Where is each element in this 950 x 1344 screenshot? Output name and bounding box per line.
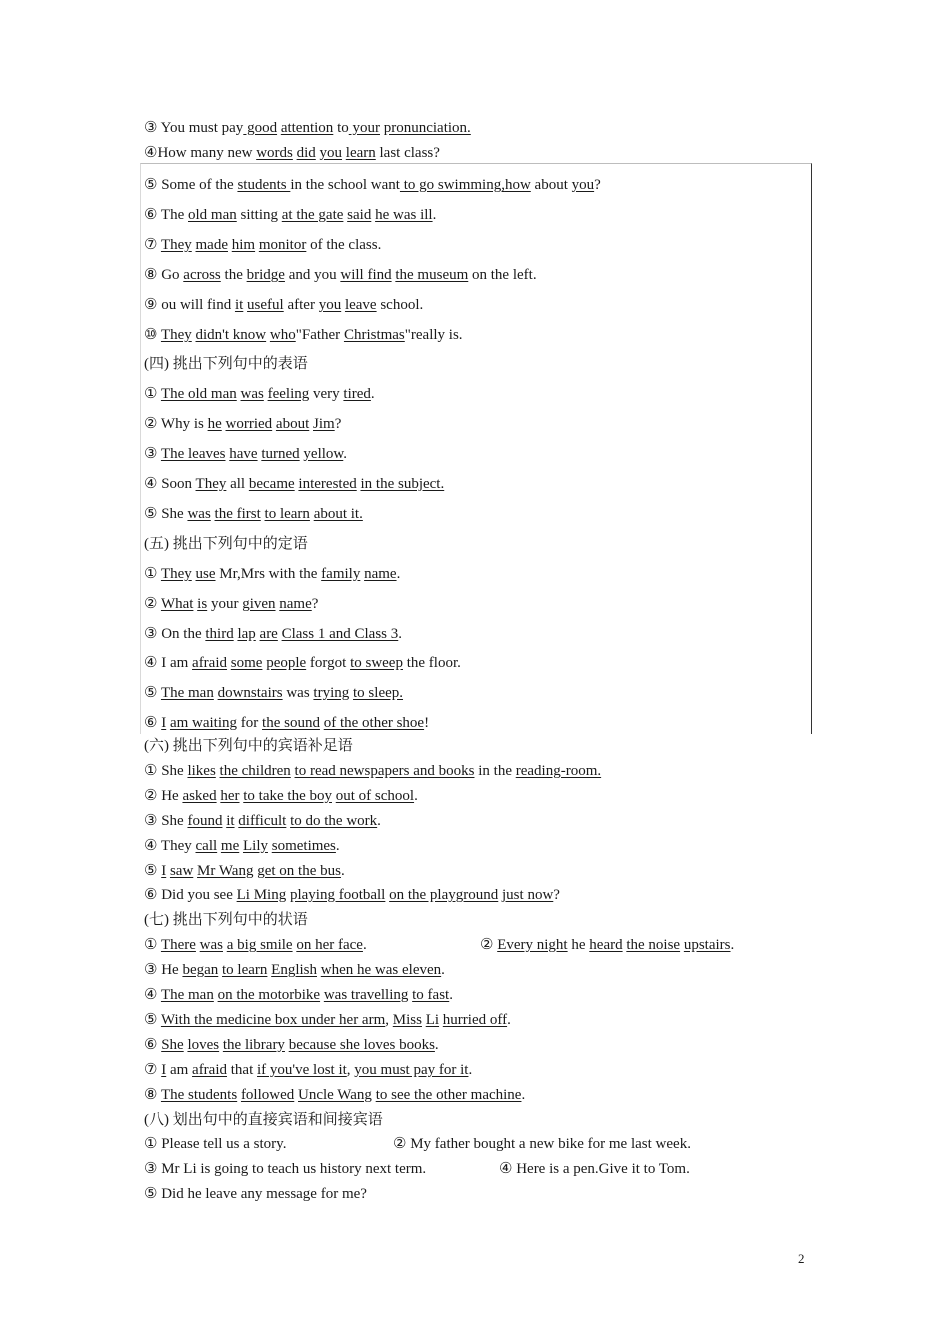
underlined-segment: who [269,327,296,343]
underlined-segment: Jim [313,416,335,432]
underlined-segment: playing football [289,887,386,903]
underlined-segment: the museum [395,267,469,283]
underlined-segment: just now [502,887,554,903]
underlined-segment: loves [187,1037,220,1053]
lines_bottom-line-1 [144,762,601,780]
text-segment: ⑨ ou will find [144,297,235,313]
underlined-segment: useful [247,297,284,313]
underlined-segment: the children [219,763,291,779]
underlined-segment: he was ill [375,207,433,223]
underlined-segment: when he was eleven [320,962,442,978]
underlined-segment: he [207,416,222,432]
text-segment: in the school want [290,177,400,193]
text-segment: (八) 划出句中的直接宾语和间接宾语 [144,1112,383,1128]
underlined-segment: a big smile [226,937,293,953]
underlined-segment: interested [298,476,357,492]
text-segment: for [237,715,263,731]
text-segment: ④ They [144,838,196,854]
text-segment: ⑤ Did he leave any message for me? [144,1186,367,1202]
text-segment: ⑤ [144,863,162,879]
text-segment: . [343,446,348,462]
underlined-segment: are [259,626,278,642]
text-segment: , [346,1062,355,1078]
underlined-segment: Mr Wang [197,863,254,879]
lines_box-line-15 [144,625,402,643]
text-segment: ⑧ Go [144,267,184,283]
text-segment: "Father [295,327,344,343]
underlined-segment: will find [340,267,392,283]
underlined-segment: the first [214,506,261,522]
lines_bottom-line-17-right [499,1160,690,1178]
text-segment: ② [480,937,498,953]
text-segment: ① [144,937,161,953]
underlined-segment: am waiting [169,715,238,731]
underlined-segment: pronunciation. [383,120,471,136]
text-segment: and you [284,267,341,283]
underlined-segment: was [199,937,223,953]
underlined-segment: There [160,937,196,953]
underlined-segment: monitor [258,237,307,253]
underlined-segment: I [161,1062,167,1078]
text-segment: ② He [144,788,183,804]
lines_bottom-line-0 [144,737,353,755]
underlined-segment: to go swimming, [399,177,505,193]
underlined-segment: to sleep. [353,685,404,701]
underlined-segment: Li Ming [236,887,287,903]
underlined-segment: began [182,962,219,978]
text-segment: . [377,813,381,829]
underlined-segment: on the motorbike [217,987,321,1003]
underlined-segment: your [348,120,380,136]
underlined-segment: people [266,655,307,671]
underlined-segment: if you've lost it [257,1062,347,1078]
lines_bottom-line-18 [144,1185,367,1203]
lines_box-line-11 [144,505,363,523]
underlined-segment: With the medicine box under her arm [160,1012,386,1028]
text-segment: . [362,937,367,953]
underlined-segment: I [161,863,167,879]
underlined-segment: The man [160,987,214,1003]
lines_box-line-14 [144,595,318,613]
text-segment: forgot [306,655,351,671]
lines_box-line-17 [144,684,403,702]
underlined-segment: They [160,327,192,343]
text-segment: ⑧ [144,1087,161,1103]
underlined-segment: Uncle Wang [298,1087,372,1103]
underlined-segment: old man [188,207,237,223]
underlined-segment: tired [343,386,371,402]
underlined-segment: me [220,838,240,854]
text-segment: . [441,962,445,978]
lines_bottom-line-8 [144,936,367,954]
text-segment: ③ On the [144,626,206,642]
underlined-segment: Class 1 and Class 3 [281,626,399,642]
underlined-segment: because she loves books [288,1037,435,1053]
lines_bottom-line-5 [144,862,345,880]
lines_box-line-1 [144,206,436,224]
underlined-segment: followed [240,1087,295,1103]
underlined-segment: about [275,416,310,432]
text-segment: ⑥ Did you see [144,887,237,903]
underlined-segment: asked [182,788,217,804]
lines_box-line-10 [144,475,444,493]
text-segment: ② [144,596,161,612]
lines_bottom-line-2 [144,787,418,805]
text-segment: (五) 挑出下列句中的定语 [144,536,308,552]
underlined-segment: her [220,788,240,804]
underlined-segment: was [240,386,264,402]
text-segment: . [507,1012,511,1028]
underlined-segment: yellow [303,446,344,462]
underlined-segment: The leaves [160,446,226,462]
text-segment: ④ I am [144,655,193,671]
underlined-segment: call [195,838,218,854]
text-segment: your [207,596,243,612]
underlined-segment: heard [589,937,623,953]
text-segment: ① She [144,763,188,779]
underlined-segment: afraid [192,1062,228,1078]
underlined-segment: is [197,596,208,612]
underlined-segment: Miss [392,1012,422,1028]
text-segment: (四) 挑出下列句中的表语 [144,356,308,372]
text-segment: on the left. [468,267,537,283]
underlined-segment: on the playground [389,887,499,903]
text-segment: ② My father bought a new bike for me last week. [393,1136,691,1152]
text-segment: in the [474,763,516,779]
lines_bottom-line-13 [144,1061,472,1079]
lines_box-line-2 [144,236,381,254]
text-segment: . [730,937,735,953]
underlined-segment: to read newspapers and books [294,763,475,779]
underlined-segment: to learn [264,506,310,522]
underlined-segment: I [161,715,167,731]
lines_box-line-6 [144,355,308,373]
underlined-segment: They [195,476,227,492]
text-segment: of the class. [306,237,382,253]
text-segment: school. [376,297,424,313]
underlined-segment: What [160,596,194,612]
text-segment: ② Why is [144,416,208,432]
lines_bottom-line-3 [144,812,381,830]
text-segment: ⑤ [144,685,161,701]
underlined-segment: out of school [335,788,415,804]
lines_box-line-12 [144,535,308,553]
lines_bottom-line-14 [144,1086,525,1104]
underlined-segment: They [160,566,192,582]
lines_bottom-line-16-right [393,1135,691,1153]
underlined-segment: difficult [238,813,287,829]
underlined-segment: The man [160,685,214,701]
underlined-segment: you [571,177,595,193]
underlined-segment: trying [313,685,350,701]
lines_box-line-18 [144,714,429,732]
underlined-segment: students [237,177,291,193]
underlined-segment: likes [187,763,216,779]
underlined-segment: Christmas [343,327,405,343]
underlined-segment: on her face [296,937,363,953]
underlined-segment: lap [237,626,256,642]
page-number: 2 [798,1251,805,1266]
text-segment: ③ You must pay [144,120,244,136]
underlined-segment: to see the other machine [375,1087,522,1103]
lines_box-line-5 [144,326,463,344]
text-segment: ① [144,566,161,582]
underlined-segment: about it. [313,506,363,522]
underlined-segment: in the subject. [360,476,445,492]
underlined-segment: upstairs [683,937,731,953]
text-segment: ④How many new [144,145,257,161]
text-segment: ① [144,386,161,402]
text-segment: the floor. [402,655,461,671]
text-segment: Mr,Mrs with the [215,566,322,582]
underlined-segment: good [243,120,278,136]
underlined-segment: learn [345,145,376,161]
underlined-segment: to take the boy [243,788,332,804]
lines_box-line-16 [144,654,461,672]
underlined-segment: the library [222,1037,285,1053]
lines_bottom-line-9 [144,961,445,979]
lines_box-line-3 [144,266,537,284]
lines_bottom-line-6 [144,886,560,904]
underlined-segment: how [504,177,531,193]
underlined-segment: get on the bus [257,863,341,879]
lines_box-line-9 [144,445,347,463]
underlined-segment: attention [280,120,334,136]
text-segment: ④ Soon [144,476,196,492]
underlined-segment: to fast [412,987,450,1003]
underlined-segment: saw [169,863,194,879]
lines_bottom-line-11 [144,1011,511,1029]
underlined-segment: was travelling [323,987,409,1003]
text-segment: (六) 挑出下列句中的宾语补足语 [144,738,353,754]
underlined-segment: the sound [262,715,320,731]
lines_bottom-line-15 [144,1111,383,1129]
underlined-segment: words [256,145,293,161]
underlined-segment: sometimes [271,838,336,854]
text-segment: he [567,937,590,953]
text-segment: "really is. [404,327,463,343]
text-segment: , [385,1012,393,1028]
text-segment: . [398,626,403,642]
text-segment: ④ Here is a pen.Give it to Tom. [499,1161,690,1177]
underlined-segment: English [271,962,318,978]
underlined-segment: was [187,506,211,522]
text-segment: the [220,267,247,283]
underlined-segment: it [226,813,235,829]
underlined-segment: family [321,566,361,582]
underlined-segment: bridge [246,267,285,283]
text-segment: . [370,386,375,402]
lines_bottom-line-16 [144,1135,286,1153]
text-segment: ⑥ [144,1037,162,1053]
underlined-segment: feeling [267,386,310,402]
text-segment: ⑤ She [144,506,188,522]
text-segment: ⑩ [144,327,161,343]
underlined-segment: it [234,297,244,313]
text-segment: . [432,207,437,223]
text-segment: ? [334,416,342,432]
text-segment: last class? [375,145,440,161]
text-segment: ③ Mr Li is going to teach us history next term. [144,1161,427,1177]
text-segment: . [434,1037,439,1053]
text-segment: ③ [144,446,161,462]
text-segment: about [530,177,572,193]
lines_box-line-4 [144,296,423,314]
text-segment: ③ He [144,962,183,978]
text-segment: . [396,566,401,582]
underlined-segment: downstairs [217,685,283,701]
text-segment: was [282,685,314,701]
underlined-segment: hurried off [442,1012,508,1028]
text-segment: ⑥ The [144,207,188,223]
lines_box-line-7 [144,385,375,403]
underlined-segment: The old man [160,386,237,402]
underlined-segment: to learn [222,962,268,978]
text-segment: after [283,297,319,313]
text-segment: (七) 挑出下列句中的状语 [144,912,308,928]
text-segment: . [468,1062,473,1078]
underlined-segment: made [195,237,228,253]
underlined-segment: at the gate [281,207,344,223]
underlined-segment: name [364,566,397,582]
text-segment: . [340,863,345,879]
lines_bottom-line-17 [144,1160,426,1178]
underlined-segment: you [318,297,342,313]
underlined-segment: worried [225,416,273,432]
lines_box-line-8 [144,415,341,433]
underlined-segment: She [161,1037,184,1053]
text-segment: ③ She [144,813,188,829]
underlined-segment: of the other shoe [323,715,425,731]
underlined-segment: to sweep [350,655,403,671]
lines_box-line-13 [144,565,400,583]
text-segment: very [309,386,344,402]
lines_bottom-line-10 [144,986,453,1004]
underlined-segment: him [231,237,256,253]
text-segment: ① Please tell us a story. [144,1136,287,1152]
text-segment: ④ [144,987,161,1003]
text-segment: ⑤ Some of the [144,177,238,193]
underlined-segment: The students [160,1087,238,1103]
underlined-segment: Every night [497,937,568,953]
text-segment: . [414,788,418,804]
text-segment: ? [594,177,601,193]
underlined-segment: leave [344,297,377,313]
text-segment: sitting [236,207,282,223]
text-segment: ⑦ [144,1062,162,1078]
underlined-segment: given [242,596,276,612]
underlined-segment: reading-room. [515,763,602,779]
text-segment: ⑥ [144,715,162,731]
underlined-segment: afraid [192,655,228,671]
lines_top-line-1 [144,144,440,162]
text-segment: to [333,120,349,136]
lines_bottom-line-7 [144,911,308,929]
text-segment: ⑤ [144,1012,161,1028]
text-segment: am [166,1062,193,1078]
underlined-segment: found [187,813,223,829]
lines_top-line-0 [144,119,471,137]
underlined-segment: didn't know [195,327,267,343]
text-segment: ? [553,887,560,903]
text-segment: all [226,476,249,492]
text-segment: . [335,838,340,854]
lines_bottom-line-12 [144,1036,439,1054]
underlined-segment: you must pay for it [354,1062,469,1078]
underlined-segment: turned [261,446,300,462]
underlined-segment: the noise [626,937,681,953]
underlined-segment: Lily [242,838,268,854]
underlined-segment: Li [425,1012,440,1028]
lines_bottom-line-4 [144,837,340,855]
underlined-segment: you [319,145,343,161]
underlined-segment: became [248,476,295,492]
underlined-segment: third [205,626,234,642]
underlined-segment: to do the work [290,813,378,829]
text-segment: ! [424,715,430,731]
underlined-segment: have [229,446,258,462]
underlined-segment: across [183,267,221,283]
text-segment: that [227,1062,258,1078]
underlined-segment: did [296,145,316,161]
text-segment: . [449,987,453,1003]
text-segment: ⑦ [144,237,161,253]
text-segment: ? [311,596,319,612]
lines_box-line-0 [144,176,601,194]
lines_bottom-line-8-right [480,936,734,954]
underlined-segment: use [195,566,216,582]
underlined-segment: name [279,596,312,612]
underlined-segment: said [347,207,372,223]
text-segment: . [521,1087,526,1103]
underlined-segment: some [230,655,263,671]
underlined-segment: They [160,237,192,253]
